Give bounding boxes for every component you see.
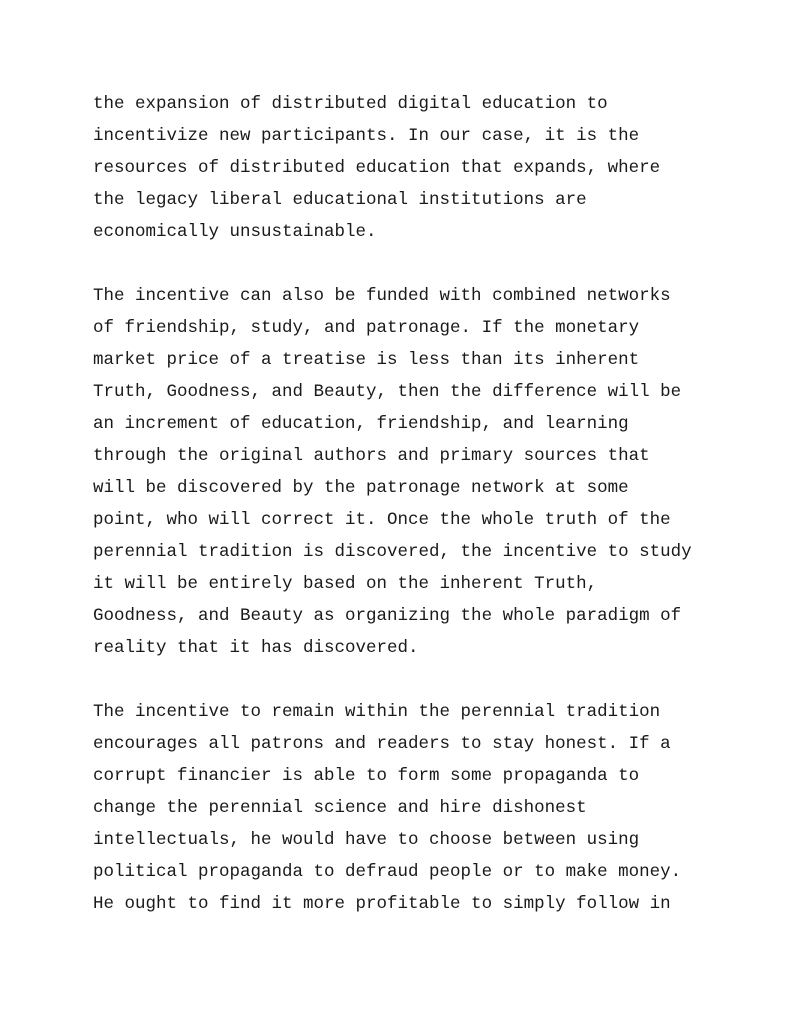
paragraph-line: intellectuals, he would have to choose between using: [93, 830, 640, 850]
paragraph-line: corrupt financier is able to form some propaganda to: [93, 766, 640, 786]
paragraph-line: point, who will correct it. Once the whole truth of the: [93, 510, 671, 530]
paragraph-line: Goodness, and Beauty as organizing the whole paradigm of: [93, 606, 682, 626]
paragraph-line: Truth, Goodness, and Beauty, then the difference will be: [93, 382, 682, 402]
paragraph-line: economically unsustainable.: [93, 222, 377, 242]
paragraph-line: the legacy liberal educational institutions are: [93, 190, 587, 210]
paragraph-line: through the original authors and primary sources that: [93, 446, 650, 466]
paragraph-1: [93, 88, 753, 248]
paragraph-line: The incentive to remain within the perennial tradition: [93, 702, 661, 722]
paragraph-line: perennial tradition is discovered, the incentive to study: [93, 542, 692, 562]
paragraph-line: He ought to find it more profitable to simply follow in: [93, 894, 671, 914]
document-body: [93, 88, 753, 952]
paragraph-line: an increment of education, friendship, and learning: [93, 414, 629, 434]
paragraph-3: [93, 696, 753, 920]
paragraph-line: it will be entirely based on the inherent Truth,: [93, 574, 598, 594]
paragraph-line: change the perennial science and hire dishonest: [93, 798, 587, 818]
paragraph-line: encourages all patrons and readers to stay honest. If a: [93, 734, 671, 754]
paragraph-line: incentivize new participants. In our case, it is the: [93, 126, 640, 146]
paragraph-line: market price of a treatise is less than its inherent: [93, 350, 640, 370]
paragraph-line: resources of distributed education that expands, where: [93, 158, 661, 178]
paragraph-line: The incentive can also be funded with combined networks: [93, 286, 671, 306]
paragraph-line: of friendship, study, and patronage. If the monetary: [93, 318, 640, 338]
paragraph-line: political propaganda to defraud people or to make money.: [93, 862, 682, 882]
paragraph-line: reality that it has discovered.: [93, 638, 419, 658]
paragraph-line: will be discovered by the patronage network at some: [93, 478, 629, 498]
paragraph-line: the expansion of distributed digital education to: [93, 94, 608, 114]
paragraph-2: [93, 280, 753, 664]
